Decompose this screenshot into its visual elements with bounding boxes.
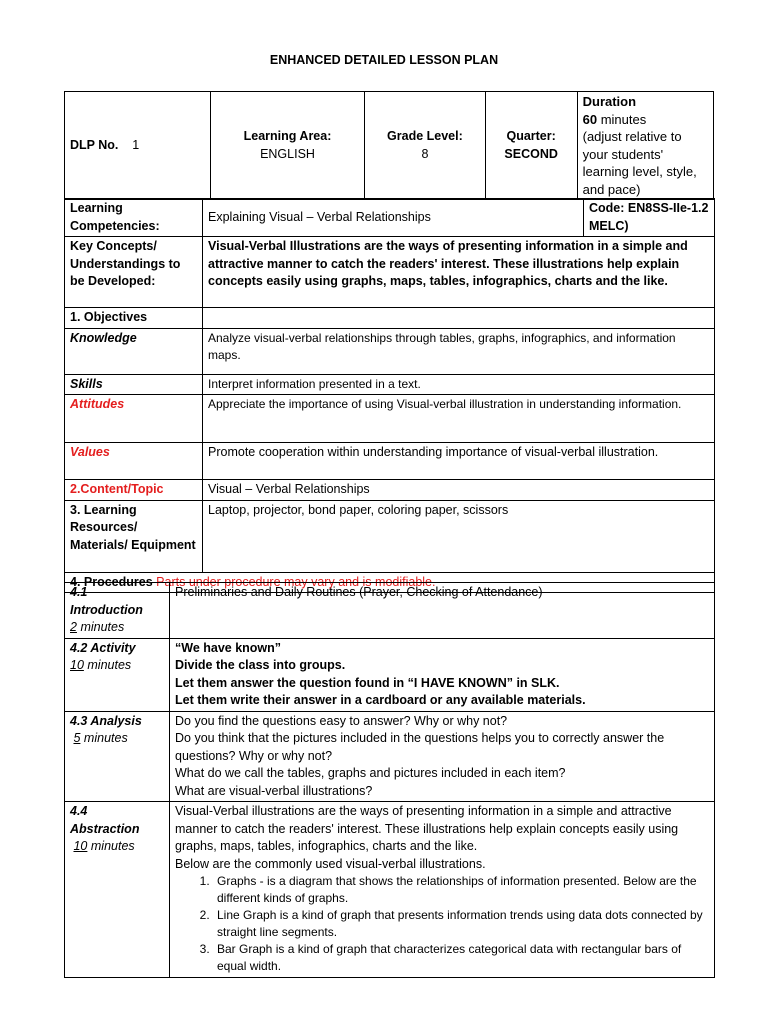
dlp-label: DLP No. xyxy=(70,137,119,152)
procedures-label: 4. Procedures xyxy=(70,574,153,589)
values-text: Promote cooperation within understanding importance of visual-verbal illustration. xyxy=(203,443,715,480)
abstraction-lead: Below are the commonly used visual-verbal illustrations. xyxy=(175,856,486,871)
list-item: 3. Bar Graph is a kind of graph that characterizes categorical data with rectangular bars of equal width. xyxy=(213,941,709,975)
activity-line: Let them write their answer in a cardboard or any available materials. xyxy=(175,693,586,707)
intro-text: Preliminaries and Daily Routines (Prayer, Checking of Attendance) xyxy=(170,583,715,639)
skills-text: Interpret information presented in a text. xyxy=(203,374,715,395)
intro-number: 4.1 xyxy=(70,585,88,599)
intro-label: Introduction xyxy=(70,602,143,617)
analysis-label-cell xyxy=(65,711,170,802)
resources-label: 3. Learning Resources/ Materials/ Equipment xyxy=(65,500,203,572)
objectives-label: 1. Objectives xyxy=(65,308,203,329)
header-table xyxy=(64,91,714,200)
activity-line: Let them answer the question found in “I HAVE KNOWN” in SLK. xyxy=(175,675,560,690)
analysis-text xyxy=(170,711,715,802)
competencies-text: Explaining Visual – Verbal Relationships xyxy=(203,199,584,237)
analysis-line: What are visual-verbal illustrations? xyxy=(175,783,373,798)
quarter-cell xyxy=(485,92,577,200)
abstraction-intro: Visual-Verbal illustrations are the ways of presenting information in a simple and attractive manner to catch the readers' interest. These illustrations help explain concepts easily using graphs, maps, tables, infographics, charts and the like. xyxy=(175,804,679,853)
intro-minutes-word: minutes xyxy=(80,620,125,634)
dlp-cell xyxy=(65,92,211,200)
abstraction-list xyxy=(175,873,709,975)
analysis-label: 4.3 Analysis xyxy=(70,713,142,728)
objectives-empty xyxy=(203,308,715,329)
dlp-number: 1 xyxy=(132,137,140,152)
procedures-table xyxy=(64,582,715,978)
duration-value: 60 xyxy=(582,111,598,127)
learning-area-value: ENGLISH xyxy=(260,146,315,161)
duration-unit: minutes xyxy=(597,111,647,127)
analysis-minutes-word: minutes xyxy=(83,731,128,745)
analysis-line: What do we call the tables, graphs and pictures included in each item? xyxy=(175,766,566,780)
skills-label: Skills xyxy=(65,374,203,395)
quarter-value: SECOND xyxy=(504,146,558,161)
duration-cell xyxy=(577,92,713,200)
activity-line: “We have known” xyxy=(175,640,282,655)
list-item: 2. Line Graph is a kind of graph that presents information trends using data dots connected by straight line segments. xyxy=(213,907,709,941)
abstraction-label: Abstraction xyxy=(70,821,140,836)
resources-text: Laptop, projector, bond paper, coloring paper, scissors xyxy=(203,500,715,572)
values-label: Values xyxy=(65,443,203,480)
abstraction-minutes: 10 xyxy=(73,839,88,853)
quarter-label: Quarter: xyxy=(506,129,556,143)
activity-minutes: 10 xyxy=(70,658,84,672)
duration-note: (adjust relative to your students' learning level, style, and pace) xyxy=(582,129,697,197)
grade-level-cell xyxy=(365,92,485,200)
analysis-minutes: 5 xyxy=(73,731,81,745)
activity-label: 4.2 Activity xyxy=(70,640,136,655)
procedures-note: Parts under procedure may vary and is modifiable. xyxy=(156,574,436,589)
abstraction-minutes-word: minutes xyxy=(90,839,135,853)
attitudes-label: Attitudes xyxy=(65,395,203,443)
knowledge-text: Analyze visual-verbal relationships through tables, graphs, infographics, and information maps. xyxy=(203,328,715,374)
key-concepts-label: Key Concepts/ Understandings to be Developed: xyxy=(65,237,203,308)
intro-label-cell xyxy=(65,583,170,639)
content-text: Visual – Verbal Relationships xyxy=(203,480,715,501)
content-label: 2.Content/Topic xyxy=(65,480,203,501)
attitudes-text: Appreciate the importance of using Visual-verbal illustration in understanding information. xyxy=(203,395,715,443)
competencies-label: Learning Competencies: xyxy=(65,199,203,237)
lesson-table xyxy=(64,198,715,593)
learning-area-cell xyxy=(210,92,364,200)
list-item: 1. Graphs - is a diagram that shows the relationships of information presented. Below are the different kinds of graphs. xyxy=(213,873,709,907)
activity-text xyxy=(170,638,715,711)
duration-label: Duration xyxy=(582,94,637,109)
analysis-line: Do you find the questions easy to answer? Why or why not? xyxy=(175,713,508,728)
page-title: ENHANCED DETAILED LESSON PLAN xyxy=(269,53,499,67)
key-concepts-text: Visual-Verbal Illustrations are the ways of presenting information in a simple and attractive manner to catch the readers' interest. These illustrations help explain concepts easily using graphs, maps, tables, infographics, charts and the like. xyxy=(203,237,715,308)
code-cell: Code: EN8SS-IIe-1.2 MELC) xyxy=(584,199,715,237)
abstraction-number: 4.4 xyxy=(70,804,88,818)
abstraction-label-cell xyxy=(65,802,170,978)
activity-minutes-word: minutes xyxy=(87,658,132,672)
knowledge-label: Knowledge xyxy=(65,328,203,374)
activity-line: Divide the class into groups. xyxy=(175,658,346,672)
analysis-line: Do you think that the pictures included in the questions helps you to correctly answer the questions? Why or why not? xyxy=(175,731,665,763)
abstraction-text xyxy=(170,802,715,978)
intro-minutes: 2 xyxy=(70,620,77,634)
activity-label-cell xyxy=(65,638,170,711)
grade-level-label: Grade Level: xyxy=(387,129,463,143)
learning-area-label: Learning Area: xyxy=(243,129,332,143)
grade-level-value: 8 xyxy=(421,146,429,161)
